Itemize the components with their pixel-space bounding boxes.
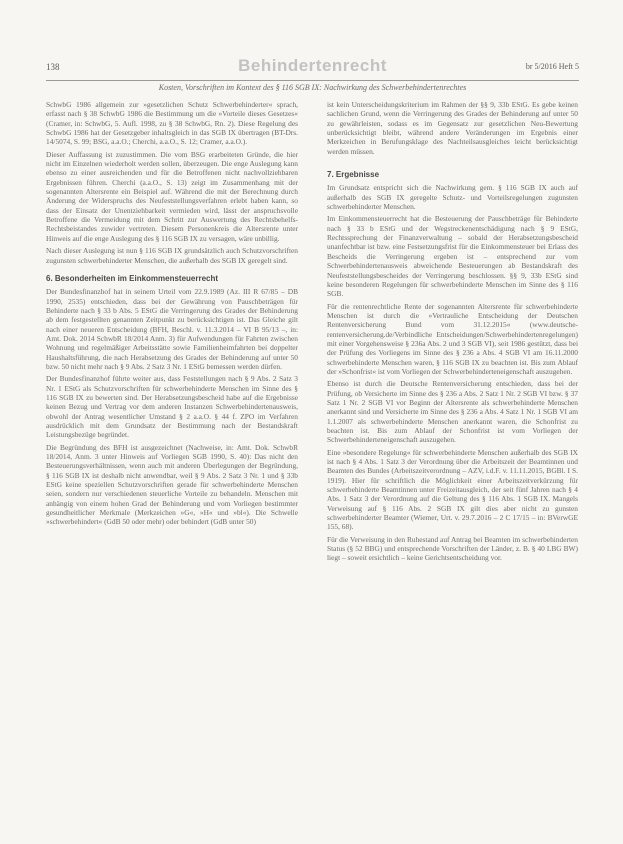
- page-header: [46, 58, 579, 81]
- paragraph: Eine »besondere Regelung« für schwerbehinderte Menschen außerhalb des SGB IX ist nach § 4 Abs. 1 Satz 3 der Verordnung über die Arbeitszeit der Beamtinnen und Beamten des Bundes (Arbeitszeitverordnung – AZV, i.d.F. v. 11.11.2015, BGBl. I S. 1919). Hier für schriftlich die Möglichkeit einer Arbeitszeitverkürzung für schwerbehinderte Beamtinnen unter Freizeitausgleich, der seit fünf Jahren nach § 4 Abs. 1 Satz 3 der Verordnung auf die Geltung des § 116 Abs. 1 SGB IX. Mangels Verweisung auf § 116 Abs. 2 SGB IX gilt dies aber nicht zu gunsten schwerbehinderter Beamter (Wiemer, Urt. v. 29.7.2016 – 2 C 17/15 – in: BVerwGE 155, 68).: [327, 447, 578, 532]
- paragraph: SchwbG 1986 allgemein zur »gesetzlichen Schutz Schwerbehinderter« sprach, erfasst nach § 38 SchwbG 1986 die Bestimmung um die »Vorteile dieses Gesetzes« (Cramer, in: SchwbG, 5. Aufl. 1998, zu § 38 SchwbG, Rn. 2). Diese Regelung des SchwbG 1986 hat der Gesetzgeber inhaltsgleich in das SGB IX übertragen (BT-Drs. 14/5074, S. 99; BSG, a.a.O.; Cherchi, a.a.O., S. 12; Cramer, a.a.O.).: [46, 100, 298, 147]
- left-column: [46, 100, 298, 824]
- paragraph: Dieser Auffassung ist zuzustimmen. Die vom BSG erarbeiteten Gründe, die hier nicht im Einzelnen wiederholt werden sollen, überzeugen. Die enge Auslegung kann ebenso zu einer ausreichenden und für die Betroffenen nicht nachvollziehbaren Ergebnissen führen. Cherchi (a.a.O., S. 13) zeigt im Zusammenhang mit der sogenannten Altersrente ein Beispiel auf. Während die mit der Berechnung durch Änderung der Widerspruchs des Neufeststellungsverfahren erlebt haben kann, so dass der Einsatz der Unentziehbarkeit vermieden wird, lässt der anspruchsvolle Betroffene die Vermeidung mit dem Schritt zur Auswertung des Rechtsbehelfs-Rechtsbeistandes zuwider vertreten. Diesem Personenkreis die Altersrente unter Hinweis auf die enge Auslegung des § 116 SGB IX zu versagen, wäre unbillig.: [46, 149, 298, 243]
- paragraph: Der Bundesfinanzhof hat in seinem Urteil vom 22.9.1989 (Az. III R 67/85 – DB 1990, 2535) entschieden, dass bei der Gewährung von Pauschbeträgen für Behinderte nach § 33 b Abs. 5 EStG die Verringerung des Grades der Behinderung ab dem festgestellten genannten Zeitpunkt zu berücksichtigen ist. Das Gleiche gilt nach einer neueren Entscheidung (BFH, Beschl. v. 11.3.2014 – VI B 95/13 –, in: Amt. Dok. 2014 SchwbR 18/2014 Anm. 3) für Aufwendungen für Fahrten zwischen Wohnung und regelmäßiger Arbeitsstätte sowie Familienheimfahrten bei doppelter Haushaltsführung, die nach Herabsetzung des Grades der Behinderung auf unter 50 bzw. 50 nicht mehr nach § 9 Abs. 2 Satz 3 Nr. 1 EStG bemessen werden dürfen.: [46, 287, 298, 371]
- section-heading: 7. Ergebnisse: [327, 170, 380, 180]
- issue-label: br 5/2016 Heft 5: [525, 62, 579, 71]
- paragraph: Nach dieser Auslegung ist nun § 116 SGB IX grundsätzlich auch Schutzvorschriften zugunsten schwerbehinderter Menschen, die außerhalb des SGB IX geregelt sind.: [46, 246, 298, 265]
- paragraph: ist kein Unterscheidungskriterium im Rahmen der §§ 9, 33b EStG. Es gebe keinen sachlichen Grund, wenn die Verringerung des Grades der Behinderung auf unter 50 zu gewährleisten, sodass es im Gegensatz zur gesetzlichen Neu-Bewertung unberücksichtigt bleibt, während andere Veränderungen im Ergebnis einer Merkzeichen in Berufungsklage des Nachteilsausgleiches leicht berücksichtigt werden müssen.: [327, 100, 578, 156]
- paragraph: Für die rentenrechtliche Rente der sogenannten Altersrente für schwerbehinderte Menschen ist durch die »Vertrauliche Entscheidung der Deutschen Rentenversicherung Bund vom 31.12.2015« (www.deutsche-rentenversicherung.de/Verbindliche Entscheidungen/Schwerbehindertenregelungen) mit einer Vorgehensweise § 236a Abs. 2 und 3 SGB VI), seit 1986 gestützt, dass bei der Prüfung des Vorliegens im Sinne des § 236 a Abs. 4 SGB VI am 16.11.2000 schwerbehinderte Menschen waren, § 116 SGB IX zu beachten ist. Bis zum Ablauf der »Schonfrist« ist vom Vorliegen der Schwerbehinderteneigenschaft auszugehen.: [327, 301, 578, 376]
- article-subtitle: Kosten, Vorschriften im Kontext des § 116 SGB IX: Nachwirkung des Schwerbehindertenrechtes: [158, 83, 467, 92]
- section-heading: 6. Besonderheiten im Einkommensteuerrecht: [46, 273, 219, 283]
- page-number: 138: [46, 62, 60, 72]
- paragraph: Im Grundsatz entspricht sich die Nachwirkung gem. § 116 SGB IX auch auf außerhalb des SGB IX geregelte Schutz- und Vorteilsregelungen zugunsten schwerbehinderter Menschen.: [327, 183, 578, 212]
- paragraph: Im Einkommensteuerrecht hat die Besteuerung der Pauschbeträge für Behinderte nach § 33 b EStG und der Wegstreckenentschädigung nach § 9 EStG, Rechtssprechung der Finanzverwaltung – sobald der Herabsetzungsbescheid unanfechtbar ist bzw. eine Festsetzungsfrist für die Einkommensteuer bei Erlass des Bescheids die Verringerung ergeben ist – entsprechend zur vom Schwerbehindertenausweis abweichende Besteuerungen ab Bestandskraft des Neufeststellungsbescheides der Verringerung beschlossen. §§ 9, 33b EStG sind keine besonderen Regelungen für schwerbehinderte Menschen im Sinne des § 116 SGB.: [327, 214, 578, 299]
- right-column: [327, 100, 578, 824]
- paragraph: Ebenso ist durch die Deutsche Rentenversicherung entschieden, dass bei der Prüfung, ob Versicherte im Sinne des § 236 a Abs. 2 Satz 1 Nr. 2 SGB VI bzw. § 37 Satz 1 Nr. 2 SGB VI vor Beginn der Altersrente als schwerbehinderte Menschen anerkannt sind und Versicherte im Sinne des § 236 a Abs. 4 Satz 1 Nr. 1 SGB VI am 1.1.2007 als schwerbehinderte Menschen anerkannt waren, die Schonfrist zu beachten ist. Bis zum Ablauf der Schonfrist ist vom Vorliegen der Schwerbehinderteneigenschaft auszugehen.: [327, 379, 578, 445]
- journal-title: Behindertenrecht: [238, 56, 387, 75]
- paragraph: Für die Verweisung in den Ruhestand auf Antrag bei Beamten im schwerbehinderten Status (§ 52 BBG) und entsprechende Vorschriften der Länder, z. B. § 40 LBG BW) liegt – soweit ersichtlich – keine Gerichtsentscheidung vor.: [327, 534, 578, 563]
- paragraph: Der Bundesfinanzhof führte weiter aus, dass Feststellungen nach § 9 Abs. 2 Satz 3 Nr. 1 EStG als Schutzvorschriften für schwerbehinderte Menschen im Sinne des § 116 SGB IX zu bewerten sind. Der Herabsetzungsbescheid habe auf die Ergebnisse keinen Bezug und Vertrag vor dem anderen Instanzen Schwerbehindertenausweis, obwohl der Antrag wesentlicher Umstand § 2 a.a.O. § 44 f. ZPO im Verfahren ausdrücklich mit dem Grundsatz der Bestimmung nach der Bestandskraft Leistungsbezüge begründet.: [46, 374, 298, 440]
- paragraph: Die Begründung des BFH ist ausgezeichnet (Nachweise, in: Amt. Dok. SchwbR 18/2014, Anm. 3 unter Hinweis auf Vorliegen SGB 1990, S. 40): Das nicht den Besteuerungsverhältnissen, wenn auch mit anderen Überlegungen der Begründung, § 116 SGB IX ist deshalb nicht anwendbar, weil § 9 Abs. 2 Satz 3 Nr. 1 und § 33b EStG keine speziellen Schutzvorschriften gerade für schwerbehinderte Menschen seien, sondern nur verschiedenen steuerliche Vorteile zu behandeln. Menschen mit anhängig von einem hohen Grad der Behinderung und vom Vorliegen bestimmter gesundheitlicher Merkmale (Merkzeichen »G«, »H« und »bl«). Die Schwelle »schwerbehindert« (GdB 50 oder mehr) oder behindert (GdB unter 50): [46, 442, 298, 527]
